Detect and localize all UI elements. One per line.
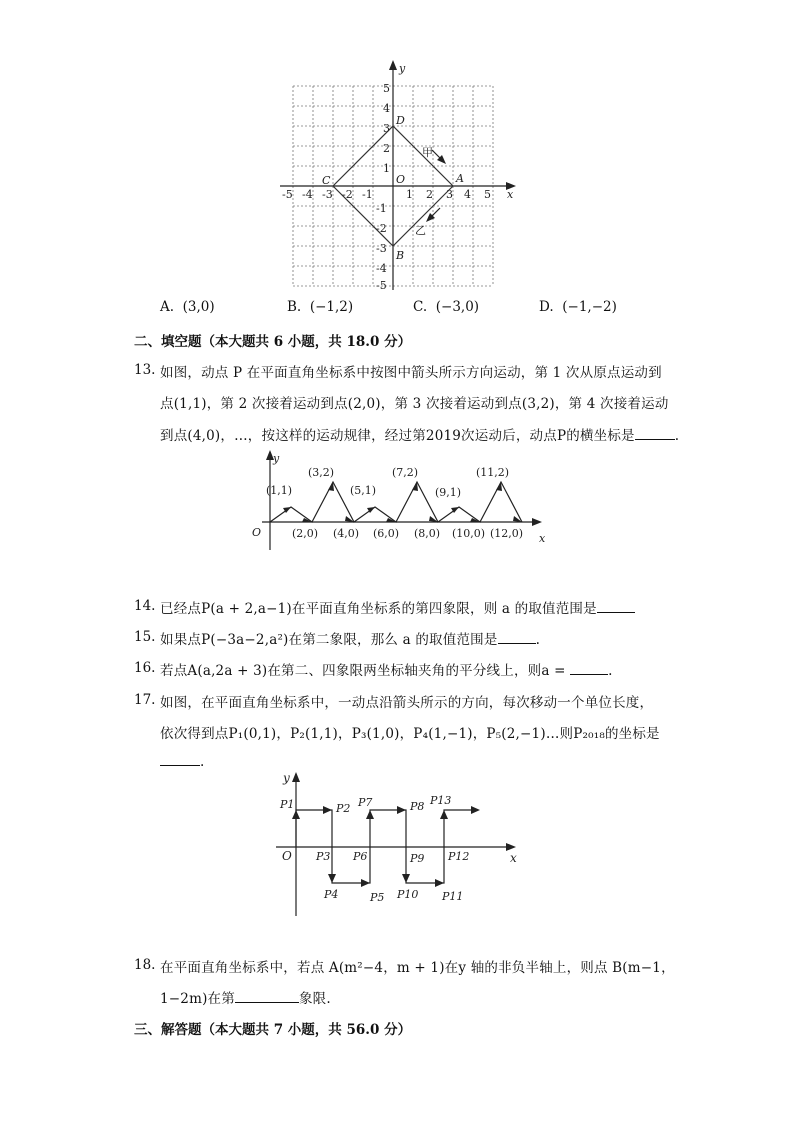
label-yi: 乙	[415, 224, 426, 237]
point-label: (1,1)	[266, 484, 293, 497]
q17-line3	[160, 754, 205, 770]
option-a	[160, 299, 215, 315]
x-tick: -1	[362, 188, 373, 201]
p-label: P9	[410, 852, 425, 865]
x-tick: -3	[322, 188, 333, 201]
q16-text: 若点A(a,2a + 3)在第二、四象限两坐标轴夹角的平分线上，则a =	[160, 663, 566, 679]
q13-line1: 如图，动点 P 在平面直角坐标系中按图中箭头所示方向运动，第 1 次从原点运动到	[160, 365, 662, 381]
answer-blank[interactable]	[498, 643, 536, 644]
option-c	[413, 299, 479, 315]
question-number: 16.	[134, 660, 156, 676]
option-d	[539, 299, 617, 315]
q15-line	[160, 628, 540, 648]
p-label: P11	[442, 890, 464, 903]
answer-blank[interactable]	[160, 765, 200, 766]
point-d-label: D	[396, 114, 405, 127]
point-label: (10,0)	[452, 527, 486, 540]
option-b-label: B.	[287, 299, 302, 315]
x-tick: -4	[302, 188, 313, 201]
p-label: P2	[336, 802, 351, 815]
q16-line	[160, 659, 613, 679]
point-label: (9,1)	[435, 486, 462, 499]
point-label: (3,2)	[308, 466, 335, 479]
x-axis-label: x	[539, 532, 546, 545]
q16-end: .	[608, 663, 613, 679]
x-tick: 5	[484, 188, 491, 201]
point-label: (6,0)	[373, 527, 400, 540]
p-label: P3	[316, 850, 331, 863]
point-label: (4,0)	[333, 527, 360, 540]
y-tick: 5	[383, 82, 390, 95]
p-label: P4	[324, 888, 339, 901]
p-label: P5	[370, 891, 385, 904]
q17-line2: 依次得到点P₁(0,1)，P₂(1,1)，P₃(1,0)，P₄(1,−1)，P₅(2,−1)…则P₂₀₁₈的坐标是	[160, 726, 660, 742]
label-jia: 甲	[422, 146, 433, 159]
option-c-text: (−3,0)	[435, 299, 480, 315]
point-label: (11,2)	[476, 466, 510, 479]
figure-step-path	[270, 770, 530, 918]
answer-blank[interactable]	[570, 674, 608, 675]
section-solve-title: 三、解答题（本大题共 7 小题，共 56.0 分）	[134, 1022, 412, 1038]
answer-blank[interactable]	[635, 439, 675, 440]
q18-line2-pre: 1−2m)在第	[160, 991, 235, 1007]
y-tick: 1	[383, 162, 390, 175]
p-label: P1	[280, 798, 295, 811]
option-b-text: (−1,2)	[309, 299, 354, 315]
y-axis-label: y	[399, 62, 406, 75]
q13-line3-end: .	[674, 428, 680, 444]
x-tick: 4	[464, 188, 471, 201]
answer-blank[interactable]	[597, 612, 635, 613]
x-tick: 2	[426, 188, 433, 201]
y-tick: 4	[383, 102, 390, 115]
y-tick: -2	[376, 222, 387, 235]
p-label: P13	[430, 794, 452, 807]
p-label: P10	[397, 888, 419, 901]
q15-text: 如果点P(−3a−2,a²)在第二象限，那么 a 的取值范围是	[160, 632, 498, 648]
question-number: 18.	[134, 957, 156, 973]
answer-blank[interactable]	[235, 1002, 299, 1003]
option-a-text: (3,0)	[182, 299, 215, 315]
p-label: P6	[353, 850, 368, 863]
q13-line2: 点(1,1)，第 2 次接着运动到点(2,0)，第 3 次接着运动到点(3,2)，第 4 次接着运动	[160, 396, 669, 412]
y-tick: 2	[383, 142, 390, 155]
figure-zigzag-path	[240, 450, 560, 550]
y-axis-label: y	[273, 452, 280, 465]
p-label: P7	[358, 796, 373, 809]
p-label: P12	[448, 850, 470, 863]
origin-label: O	[396, 173, 406, 186]
point-b-label: B	[396, 249, 405, 262]
point-label: (8,0)	[414, 527, 441, 540]
section-fill-in-title: 二、填空题（本大题共 6 小题，共 18.0 分）	[134, 334, 412, 350]
x-axis-label: x	[507, 188, 514, 201]
p-label: P8	[410, 800, 425, 813]
q14-text: 已经点P(a + 2,a−1)在平面直角坐标系的第四象限，则 a 的取值范围是	[160, 601, 597, 617]
option-a-label: A.	[160, 299, 175, 315]
q13-line3-text: 到点(4,0)，…，按这样的运动规律，经过第2019次运动后，动点P的横坐标是	[160, 428, 635, 444]
x-tick: -5	[282, 188, 293, 201]
point-label: (2,0)	[292, 527, 319, 540]
q14-line	[160, 597, 635, 617]
question-number: 15.	[134, 629, 156, 645]
question-number: 14.	[134, 598, 156, 614]
q17-line3-end: .	[200, 754, 205, 770]
y-tick: 3	[383, 122, 390, 135]
y-axis-label: y	[283, 771, 290, 785]
origin-label: O	[252, 526, 262, 539]
x-tick: -2	[342, 188, 353, 201]
point-label: (7,2)	[392, 466, 419, 479]
q13-line3	[160, 424, 679, 444]
option-d-label: D.	[539, 299, 554, 315]
option-c-label: C.	[413, 299, 428, 315]
y-tick: -4	[376, 262, 387, 275]
q18-line1: 在平面直角坐标系中，若点 A(m²−4，m + 1)在y 轴的非负半轴上，则点 B(m−1，	[160, 960, 675, 976]
point-label: (5,1)	[350, 484, 377, 497]
y-tick: -5	[376, 279, 387, 290]
y-tick: -1	[376, 202, 387, 215]
q17-line1: 如图，在平面直角坐标系中，一动点沿箭头所示的方向，每次移动一个单位长度，	[160, 695, 654, 711]
question-number: 17.	[134, 692, 156, 708]
option-b	[287, 299, 353, 315]
question-number: 13.	[134, 362, 156, 378]
q15-end: .	[535, 632, 541, 648]
x-tick: 3	[446, 188, 453, 201]
y-tick: -3	[376, 242, 387, 255]
q18-line2	[160, 987, 331, 1007]
point-a-label: A	[456, 172, 464, 185]
point-label: (12,0)	[490, 527, 524, 540]
q18-line2-post: 象限.	[298, 991, 331, 1007]
option-d-text: (−1,−2)	[562, 299, 617, 315]
x-axis-label: x	[510, 851, 517, 865]
point-c-label: C	[322, 174, 331, 187]
origin-label: O	[282, 849, 292, 863]
figure-square-grid	[270, 58, 530, 290]
x-tick: 1	[406, 188, 413, 201]
